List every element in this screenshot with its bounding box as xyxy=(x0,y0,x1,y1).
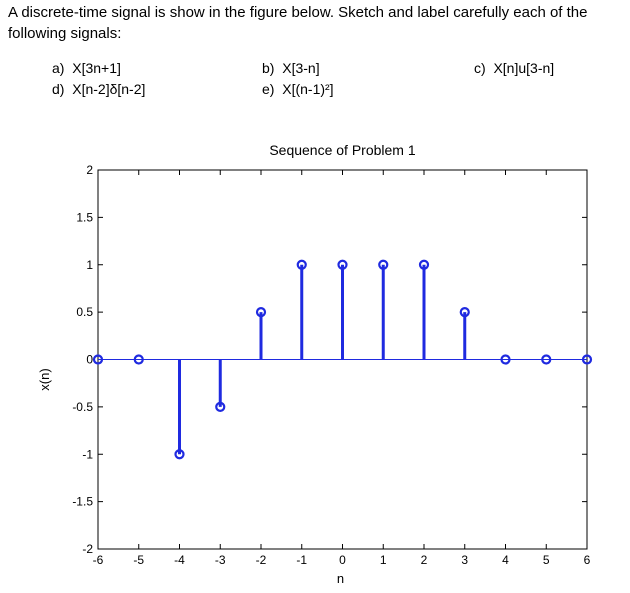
part-d xyxy=(52,79,145,100)
x-tick-label: 3 xyxy=(461,553,469,567)
part-d-expr: X[n-2]δ[n-2] xyxy=(72,81,146,97)
x-tick-label: -3 xyxy=(214,553,226,567)
part-e xyxy=(262,79,334,100)
x-tick-label: 5 xyxy=(542,553,550,567)
problem-prompt: A discrete-time signal is show in the figure below. Sketch and label carefully each of the following signals: xyxy=(8,4,588,42)
x-tick-label: -4 xyxy=(174,553,185,567)
part-b xyxy=(262,58,320,79)
part-c-label: c) xyxy=(474,60,486,76)
part-d-label: d) xyxy=(52,81,65,97)
part-e-expr: X[(n-1)²] xyxy=(282,81,334,97)
part-a-expr: X[3n+1] xyxy=(72,60,121,76)
x-tick-label: -2 xyxy=(255,553,267,567)
part-e-label: e) xyxy=(262,81,275,97)
y-axis-label: x(n) xyxy=(37,368,52,391)
y-tick-label: 1 xyxy=(86,257,93,272)
part-c-expr: X[n]u[3-n] xyxy=(493,60,555,76)
x-axis-label: n xyxy=(336,571,345,586)
x-tick-label: -5 xyxy=(133,553,145,567)
x-tick-label: 4 xyxy=(502,553,509,567)
x-tick-label: 6 xyxy=(583,553,591,567)
x-tick-label: 1 xyxy=(379,553,387,567)
y-tick-label: 0 xyxy=(86,352,93,367)
x-tick-label: 2 xyxy=(420,553,428,567)
part-c xyxy=(474,58,554,79)
stem-chart xyxy=(0,130,630,593)
part-b-label: b) xyxy=(262,60,275,76)
y-tick-label: 1.5 xyxy=(76,210,93,225)
y-tick-label: 2 xyxy=(86,163,93,177)
y-tick-label: -0.5 xyxy=(72,399,93,414)
y-tick-label: -1 xyxy=(82,447,93,462)
part-a-label: a) xyxy=(52,60,65,76)
x-tick-label: -6 xyxy=(92,553,104,567)
x-tick-label: 0 xyxy=(339,553,346,567)
chart-title: Sequence of Problem 1 xyxy=(269,142,416,158)
y-tick-label: -1.5 xyxy=(72,494,93,509)
y-tick-label: -2 xyxy=(82,542,93,556)
problem-parts xyxy=(0,58,630,102)
part-a xyxy=(52,58,121,79)
part-b-expr: X[3-n] xyxy=(282,60,320,76)
x-tick-label: -1 xyxy=(296,553,308,567)
y-tick-label: 0.5 xyxy=(76,305,93,320)
